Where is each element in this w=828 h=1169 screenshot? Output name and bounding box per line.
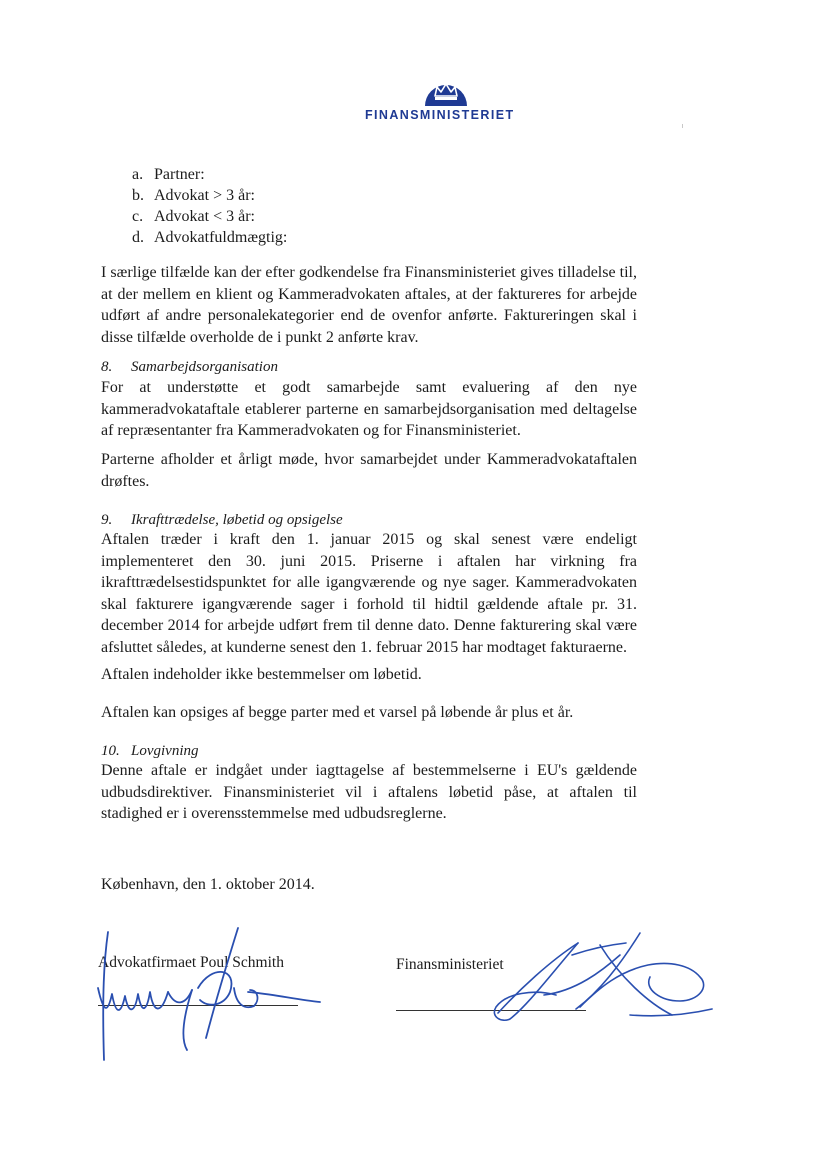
section-number: 9.: [101, 512, 113, 528]
list-item-text: Advokat > 3 år:: [154, 187, 255, 204]
section-title: Samarbejdsorganisation: [131, 359, 278, 375]
signature-line-left: [98, 1005, 298, 1006]
crown-crest-icon: [423, 74, 469, 106]
paragraph-exceptions: I særlige tilfælde kan der efter godkendelse fra Finansministeriet gives tilladelse til, at der mellem en klient og Kammeradvokaten aftales, at der faktureres for arbejde udført af andre personalekategorier end de ovenfor anførte. Faktureringen skal i disse tilfælde overholde de i punkt 2 anførte krav.: [101, 264, 637, 346]
section-9-paragraph-2: Aftalen indeholder ikke bestemmelser om løbetid.: [101, 666, 422, 683]
list-marker: a.: [132, 166, 144, 183]
rate-category-list: [132, 164, 287, 248]
section-10-paragraph-1: Denne aftale er indgået under iagttagelse af bestemmelserne i EU's gældende udbudsdirektiver. Finansministeriet vil i aftalens løbetid påse, at aftalen til stadighed er i overensstemmelse med udbudsreglerne.: [101, 762, 637, 822]
section-10-heading: [101, 741, 199, 761]
section-9-paragraph-1: Aftalen træder i kraft den 1. januar 2015 og skal senest være endeligt implementeret den 30. juni 2015. Priserne i aftalen har virkning fra ikrafttrædelsestidspunktet for alle igangværende og nye sager. Kammeradvokaten skal fakturere igangværende sager i forhold til hidtil gældende aftale pr. 31. december 2014 for arbejde udført frem til denne dato. Denne fakturering skal være afsluttet således, at kunderne senest den 1. februar 2015 har modtaget fakturaerne.: [101, 531, 637, 656]
section-title: Ikrafttrædelse, løbetid og opsigelse: [131, 512, 343, 528]
section-8-paragraph-1: For at understøtte et godt samarbejde samt evaluering af den nye kammeradvokataftale etablerer parterne en samarbejdsorganisation med deltagelse af repræsentanter fra Kammeradvokaten og for Finansministeriet.: [101, 379, 637, 439]
brand-name: FINANSMINISTERIET: [365, 108, 515, 122]
section-number: 8.: [101, 359, 113, 375]
list-marker: b.: [132, 187, 144, 204]
signatory-right-label: Finansministeriet: [396, 956, 504, 973]
list-marker: d.: [132, 229, 144, 246]
place-and-date: København, den 1. oktober 2014.: [101, 876, 315, 893]
handwritten-signature-left: [88, 920, 328, 1070]
section-8-paragraph-2: Parterne afholder et årligt møde, hvor samarbejdet under Kammeradvokataftalen drøftes.: [101, 451, 637, 490]
ministry-logo: [365, 74, 545, 126]
scan-speck: [682, 124, 683, 128]
list-item: [132, 185, 287, 206]
list-item: [132, 206, 287, 227]
list-item: [132, 164, 287, 185]
list-item: [132, 227, 287, 248]
list-marker: c.: [132, 208, 144, 225]
list-item-text: Advokat < 3 år:: [154, 208, 255, 225]
signature-line-right: [396, 1010, 586, 1011]
section-9-heading: [101, 510, 343, 530]
section-number: 10.: [101, 743, 120, 759]
signatory-left-label: Advokatfirmaet Poul Schmith: [98, 954, 284, 971]
list-item-text: Advokatfuldmægtig:: [154, 229, 288, 246]
list-item-text: Partner:: [154, 166, 205, 183]
section-8-heading: [101, 357, 278, 377]
section-title: Lovgivning: [131, 743, 199, 759]
section-9-paragraph-3: Aftalen kan opsiges af begge parter med et varsel på løbende år plus et år.: [101, 704, 574, 721]
